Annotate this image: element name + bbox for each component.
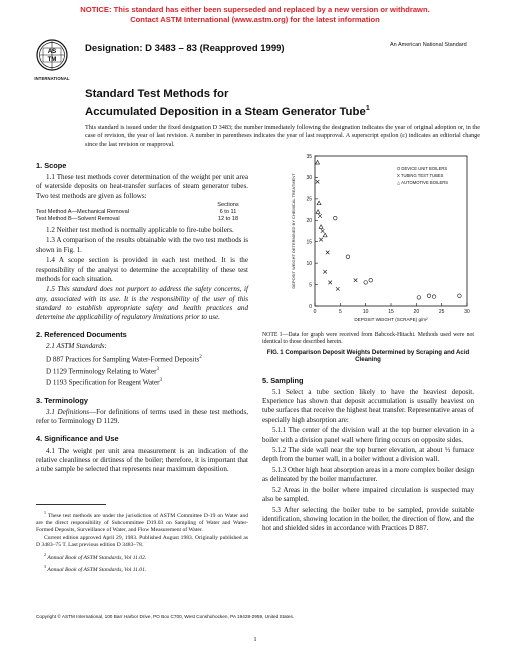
section-heading-referenced-documents: 2. Referenced Documents [36, 330, 127, 340]
data-point-cross [316, 180, 320, 184]
y-tick-label: 5 [309, 282, 312, 289]
paragraph-5-1: 5.1 Select a tube section likely to have the heaviest deposit. Experience has shown that deposit accumulation is usually heaviest on tube surfaces that receive the highest heat transfer. Representative areas of especially high absorption are: [262, 387, 474, 424]
title-line-1: Standard Test Methods for [85, 88, 229, 100]
x-tick-label: 20 [413, 309, 420, 315]
y-tick-label: 35 [306, 153, 312, 160]
page-number: 1 [253, 636, 257, 643]
preamble: This standard is issued under the fixed designation D 3483; the number immediately following the designation indicates the year of original adoption or, in the case of revision, the year of last revision. A number in parentheses indicates the year of last reapproval. A superscript epsilon (ε) indicates an editorial change since the last revision or reapproval. [85, 124, 480, 148]
y-axis-label: DEPOSIT WEIGHT DETERMINED BY CHEMICAL TREATMENT [291, 173, 296, 289]
section-heading-terminology: 3. Terminology [36, 395, 89, 405]
paragraph-3-1: 3.1 Definitions—For definitions of terms used in these test methods, refer to Terminology D 1129. [36, 408, 249, 426]
left-column [36, 153, 248, 476]
withdrawal-notice [0, 5, 510, 24]
paragraph-1-5: 1.5 This standard does not purport to address the safety concerns, if any, associated with its use. It is the responsibility of the user of this standard to establish appropriate safety and health practices and determine the applicability of regulatory limitations prior to use. [36, 285, 248, 322]
method-row: Test Method B—Solvent Removal 12 to 18 [36, 215, 239, 222]
data-point-cross [321, 229, 325, 233]
data-point-circle [333, 216, 337, 220]
paragraph-5-1-2: 5.1.2 The side wall near the top burner elevation, at about ⅓ furnace depth from the burner wall, in a boiler without a division wall. [262, 446, 474, 464]
data-point-cross [323, 270, 327, 274]
document-title [85, 88, 370, 119]
x-tick-label: 10 [362, 309, 369, 315]
footnotes [36, 509, 248, 576]
x-axis-label: DEPOSIT WEIGHT (SCRAPE) g/m² [354, 317, 428, 322]
y-tick-label: 20 [306, 218, 312, 225]
data-point-triangle [323, 233, 327, 237]
figure-1-scatter-chart [285, 148, 475, 328]
paragraph-1-1: 1.1 These test methods cover determination of the weight per unit area of waterside deposits on heat-transfer surfaces of steam generator tubes. Two test methods are given as follows: [36, 173, 248, 200]
data-point-circle [458, 294, 462, 298]
method-row: Test Method A—Mechanical Removal 6 to 11 [36, 209, 237, 216]
svg-text:TM: TM [47, 57, 57, 63]
data-point-cross [328, 281, 332, 285]
astm-standards-subheading: 2.1 ASTM Standards: [46, 342, 107, 351]
paragraph-1-3: 1.3 A comparison of the results obtainable with the two test methods is shown in Fig. 1. [36, 236, 248, 254]
data-point-triangle [316, 210, 320, 214]
data-point-cross [318, 214, 322, 218]
paragraph-5-1-1: 5.1.1 The center of the division wall at the top burner elevation in a boiler with a division panel wall where firing occurs on opposite sides. [262, 426, 474, 444]
data-point-triangle [319, 225, 323, 229]
plot-frame [315, 156, 467, 306]
figure-caption: FIG. 1 Comparison Deposit Weights Determined by Scraping and Acid Cleaning [266, 348, 470, 364]
paragraph-4-1: 4.1 The weight per unit area measurement is an indication of the relative cleanliness or dirtiness of the boiler; therefore, it is important that a tube sample be selected that represents near maximum deposition. [36, 446, 248, 474]
notice-line-1: NOTICE: This standard has either been superseded and replaced by a new version or withdrawn. [80, 5, 430, 14]
y-tick-label: 25 [306, 196, 312, 203]
data-point-cross [354, 278, 358, 282]
x-tick-label: 5 [338, 309, 342, 315]
data-point-triangle [317, 201, 321, 205]
designation: Designation: D 3483 – 83 (Reapproved 1999) [85, 43, 285, 54]
y-tick-label: 10 [306, 260, 312, 267]
x-tick-label: 15 [388, 309, 394, 315]
data-point-circle [432, 295, 436, 299]
paragraph-5-2: 5.2 Areas in the boiler where impaired circulation is suspected may also be sampled. [262, 486, 474, 504]
y-tick-label: 15 [306, 239, 312, 246]
data-point-circle [346, 255, 350, 259]
title-line-2: Accumulated Deposition in a Steam Generator Tube$^1$ [85, 104, 370, 118]
logo-caption: INTERNATIONAL [34, 76, 70, 81]
american-national-standard-label: An American National Standard [390, 42, 467, 48]
section-heading-sampling: 5. Sampling [262, 375, 304, 385]
reference-item: D 1193 Specification for Reagent Water$^3$ [46, 378, 162, 387]
reference-item: D 1129 Terminology Relating to Water$^3$ [46, 366, 160, 376]
footnote-2: $^2$ Annual Book of ASTM Standards, Vol 11.02. [44, 551, 147, 561]
paragraph-5-1-3: 5.1.3 Other high heat absorption areas in a more complex boiler design as delineated by the boiler manufacturer. [262, 466, 474, 484]
footnote-divider [36, 504, 106, 505]
footnote-3: $^3$ Annual Book of ASTM Standards, Vol 11.01. [44, 564, 147, 574]
figure-note: NOTE 1—Data for graph were received from Babcock-Hitachi. Methods used were not identical to those described herein. [262, 332, 474, 346]
legend-entry: O DEVICE UNIT BOILERS [397, 166, 448, 171]
y-tick-label: 30 [306, 175, 312, 182]
paragraph-1-4: 1.4 A scope section is provided in each test method. It is the responsibility of the analyst to determine the acceptability of these test methods for each situation. [36, 256, 248, 283]
data-point-cross [319, 238, 323, 242]
paragraph-5-3: 5.3 After selecting the boiler tube to be sampled, provide suitable identification, showing location in the boiler, the direction of flow, and the hot and shielded sides in accordance with Practices D 887. [262, 505, 474, 533]
astm-logo-icon [36, 38, 68, 74]
reference-item: D 887 Practices for Sampling Water-Formed Deposits$^2$ [46, 355, 202, 364]
footnote-1-edition: Current edition approved April 29, 1983. Published August 1983. Originally published as D 3483–75 T. Last previous edition D 3483–78. [36, 535, 248, 549]
x-tick-label: 30 [464, 309, 470, 315]
section-heading-scope: 1. Scope [36, 161, 67, 170]
legend-entry: △ AUTOMOTIVE BOILERS [397, 180, 449, 185]
svg-text:AS: AS [47, 49, 57, 55]
notice-line-2: Contact ASTM International (www.astm.org) for the latest information [130, 14, 380, 24]
sections-header-row [36, 202, 248, 209]
data-point-circle [427, 294, 431, 298]
section-heading-significance: 4. Significance and Use [36, 434, 119, 444]
title-footnote-ref: 1 [365, 104, 370, 112]
x-tick-label: 25 [438, 309, 445, 315]
paragraph-1-2: 1.2 Neither test method is normally applicable to fire-tube boilers. [46, 225, 234, 234]
data-point-circle [417, 296, 421, 300]
data-point-circle [369, 278, 373, 282]
data-point-circle [364, 281, 368, 285]
data-point-triangle [316, 160, 320, 164]
right-column [262, 332, 474, 535]
data-point-cross [326, 251, 330, 255]
copyright-line: Copyright © ASTM International, 100 Barr Harbor Drive, PO Box C700, West Conshohocken, PA 19428-2959, United States. [36, 614, 295, 619]
data-point-cross [336, 287, 340, 291]
footnote-1: $^1$ These test methods are under the jurisdiction of ASTM Committee D-19 on Water and are the direct responsibility of Subcommittee D19.03 on Sampling of Water and Water-Formed Deposits, Surveillance of Water, and Flow Measurement of Water. [36, 510, 248, 533]
y-tick-label: 0 [309, 303, 312, 310]
sections-header: Sections [217, 202, 239, 209]
x-tick-label: 0 [313, 309, 317, 315]
legend-entry: X TUBING TEST TUBES [397, 173, 444, 178]
